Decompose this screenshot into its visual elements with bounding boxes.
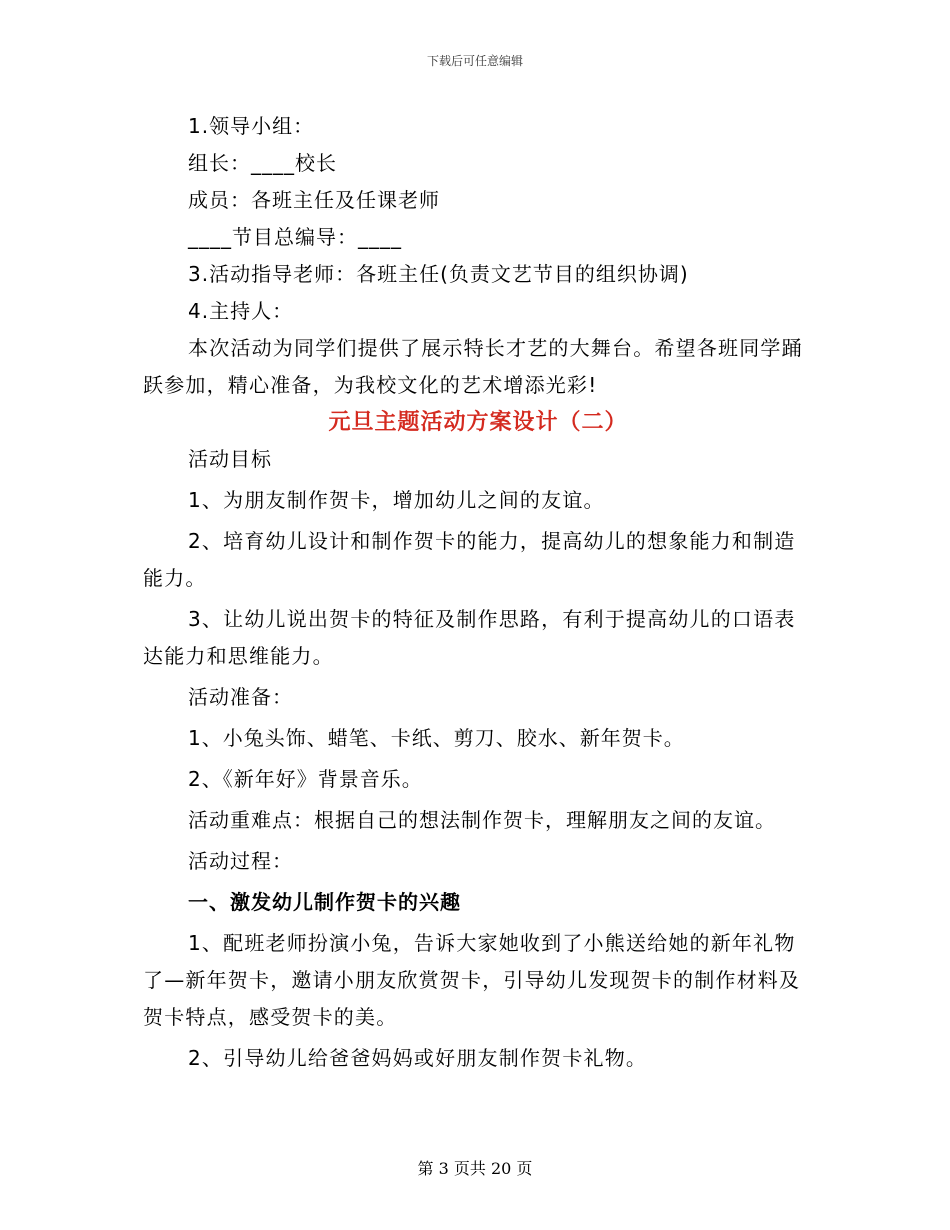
page-header-note: 下载后可任意编辑 [426,54,523,68]
members-line: 成员：各班主任及任课老师 [188,188,440,212]
page-footer: 第 3 页共 20 页 [417,1159,533,1178]
goal-item: 2、培育幼儿设计和制作贺卡的能力，提高幼儿的想象能力和制造能力。 [143,529,796,590]
process-item: 2、引导幼儿给爸爸妈妈或好朋友制作贺卡礼物。 [188,1046,648,1070]
prep-heading: 活动准备： [188,685,293,709]
director-line: ____节目总编导：____ [188,225,402,249]
leader-group-line: 1.领导小组： [188,114,315,138]
host-line: 4.主持人： [188,299,294,323]
goal-item: 1、为朋友制作贺卡，增加幼儿之间的友谊。 [188,488,605,512]
prep-item: 2、《新年好》背景音乐。 [188,767,423,791]
process-sub-heading: 一、激发幼儿制作贺卡的兴趣 [188,890,461,914]
document-body [143,108,813,1077]
closing-paragraph: 本次活动为同学们提供了展示特长才艺的大舞台。希望各班同学踊跃参加，精心准备，为我校文化的艺术增添光彩! [143,336,803,397]
process-heading: 活动过程： [188,849,293,873]
group-leader-line: 组长：____校长 [188,151,337,175]
prep-item: 1、小兔头饰、蜡笔、卡纸、剪刀、胶水、新年贺卡。 [188,726,685,750]
section-title: 元旦主题活动方案设计（二） [328,410,628,435]
key-points-line: 活动重难点：根据自己的想法制作贺卡，理解朋友之间的友谊。 [188,808,776,832]
goals-heading: 活动目标 [188,447,272,471]
process-item: 1、配班老师扮演小兔，告诉大家她收到了小熊送给她的新年礼物了—新年贺卡，邀请小朋友欣赏贺卡，引导幼儿发现贺卡的制作材料及贺卡特点，感受贺卡的美。 [143,931,801,1029]
goal-item: 3、让幼儿说出贺卡的特征及制作思路，有利于提高幼儿的口语表达能力和思维能力。 [143,607,796,668]
advisors-line: 3.活动指导老师：各班主任(负责文艺节目的组织协调) [188,262,689,286]
